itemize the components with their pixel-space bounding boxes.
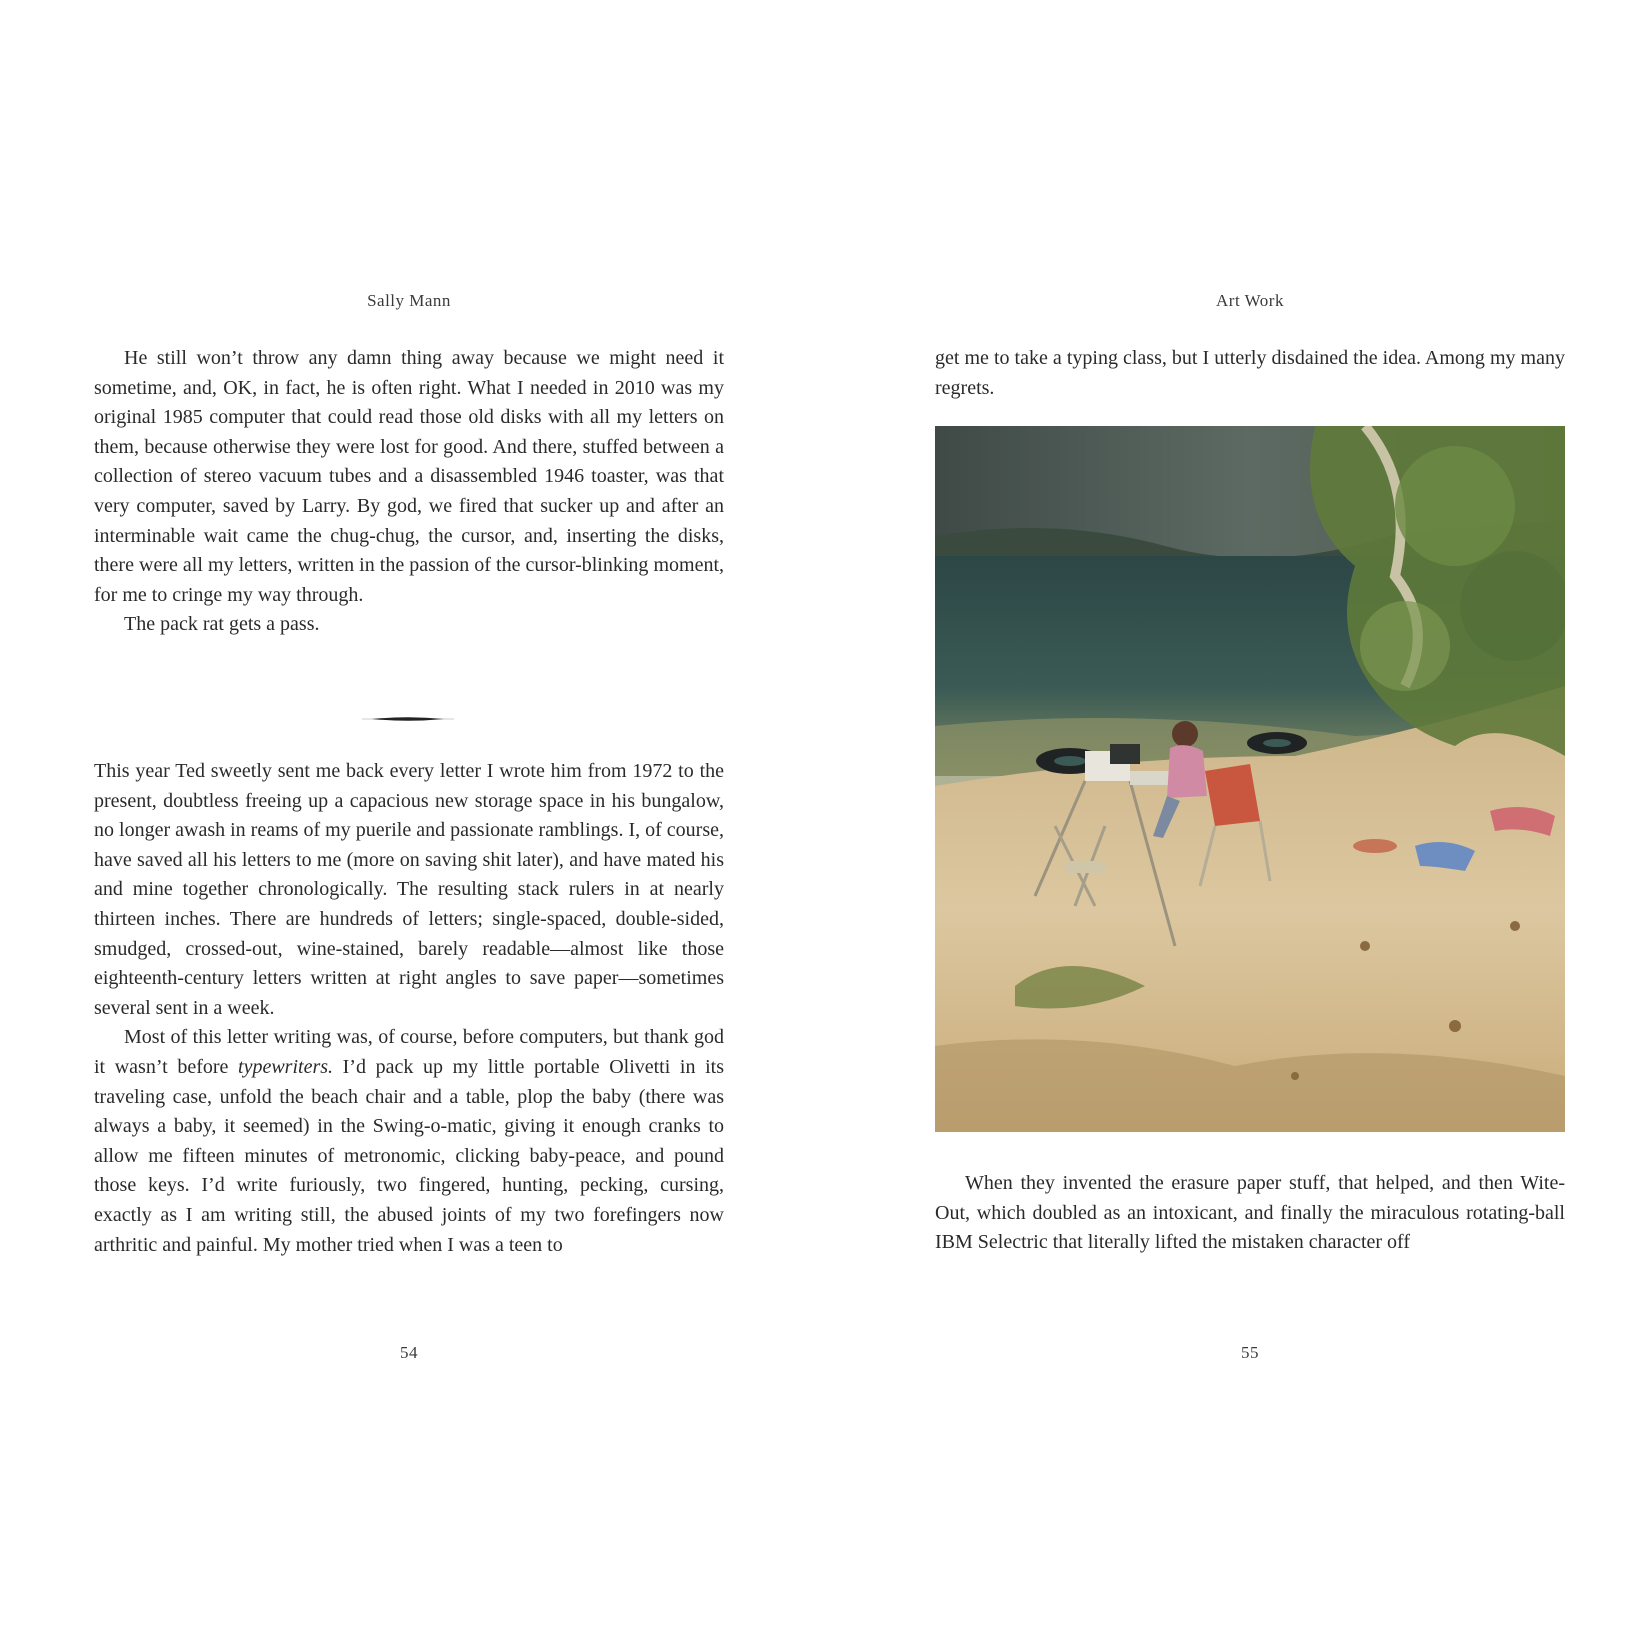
- paragraph-olivetti-start: Most of this letter writing was, of course, before computers, but thank god it wasn’t before: [94, 1026, 724, 1078]
- page-number-left: 54: [400, 1343, 418, 1362]
- paragraph-typing-class: get me to take a typing class, but I utterly disdained the idea. Among my many regrets.: [935, 347, 1565, 399]
- running-head-left: Sally Mann: [367, 291, 451, 310]
- italic-typewriters: typewriters.: [238, 1055, 334, 1078]
- section-break-ornament: [362, 716, 454, 722]
- photo-scene: [935, 426, 1565, 1132]
- right-page-text-bottom: [935, 1169, 1565, 1258]
- right-page-text-top: [935, 344, 1565, 403]
- paragraph-ted-letters: This year Ted sweetly sent me back every letter I wrote him from 1972 to the present, doubtless freeing up a capacious new storage space in his bungalow, no longer awash in reams of my puerile and passionate ramblings. I, of course, have saved all his letters to me (more on saving shit later), and have mated his and mine together chronologically. The resulting stack rulers in at nearly thirteen inches. There are hundreds of letters; single-spaced, double-sided, smudged, crossed-out, wine-stained, barely readable—almost like those eighteenth-century letters written at right angles to save paper—sometimes several sent in a week.: [94, 760, 724, 1019]
- running-head-right: Art Work: [1216, 291, 1284, 310]
- paragraph-pack-rat-pass: The pack rat gets a pass.: [124, 613, 320, 636]
- left-page-text-bottom: [94, 757, 724, 1260]
- riverside-typewriter-photo: [935, 426, 1565, 1132]
- paragraph-olivetti-end: I’d pack up my little portable Olivetti in its traveling case, unfold the beach chair and a table, plop the baby (there was always a baby, it seemed) in the Swing-o-matic, giving it enough cranks to allow me fifteen minutes of metronomic, clicking baby-peace, and pound those keys. I’d write furiously, two fingered, hunting, pecking, cursing, exactly as I am writing still, the abused joints of my two forefingers now arthritic and painful. My mother tried when I was a teen to: [94, 1055, 724, 1256]
- paragraph-erasure: When they invented the erasure paper stuff, that helped, and then Wite-Out, which doubled as an intoxicant, and finally the miraculous rotating-ball IBM Selectric that literally lifted the mistaken character off: [935, 1172, 1565, 1254]
- paragraph-pack-rat: He still won’t throw any damn thing away because we might need it sometime, and, OK, in fact, he is often right. What I needed in 2010 was my original 1985 computer that could read those old disks with all my letters on them, because otherwise they were lost for good. And there, stuffed between a collection of stereo vacuum tubes and a disassembled 1946 toaster, was that very computer, saved by Larry. By god, we fired that sucker up and after an interminable wait came the chug-chug, the cursor, and, inserting the disks, there were all my letters, written in the passion of the cursor-blinking moment, for me to cringe my way through.: [94, 347, 724, 606]
- page-number-right: 55: [1241, 1343, 1259, 1362]
- paragraph-olivetti: [94, 1023, 724, 1260]
- left-page-text-top: [94, 344, 724, 640]
